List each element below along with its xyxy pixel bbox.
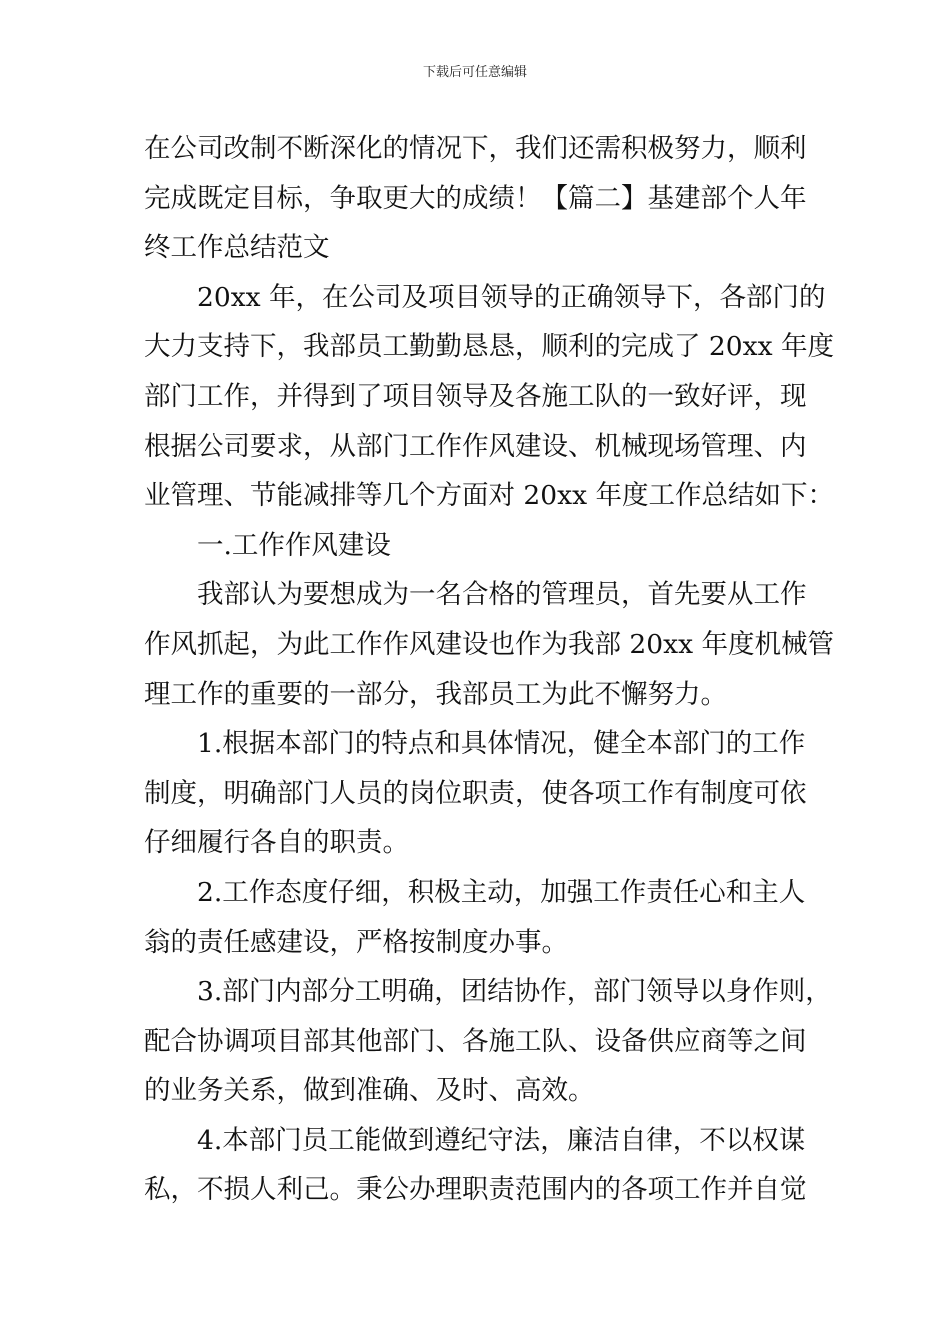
text-line: 私，不损人利己。秉公办理职责范围内的各项工作并自觉: [144, 1174, 807, 1206]
text-line: 3.部门内部分工明确，团结协作，部门领导以身作则，: [197, 976, 832, 1008]
text-line: 业管理、节能减排等几个方面对 20xx 年度工作总结如下：: [144, 480, 834, 512]
text-line: 20xx 年，在公司及项目领导的正确领导下，各部门的: [197, 281, 826, 313]
text-line: 一.工作作风建设: [197, 529, 391, 561]
text-line: 翁的责任感建设，严格按制度办事。: [144, 926, 568, 958]
text-line: 部门工作，并得到了项目领导及各施工队的一致好评，现: [144, 380, 807, 412]
text-line: 理工作的重要的一部分，我部员工为此不懈努力。: [144, 678, 727, 710]
text-line: 2.工作态度仔细，积极主动，加强工作责任心和主人: [197, 876, 806, 908]
text-line: 完成既定目标，争取更大的成绩！【篇二】基建部个人年: [144, 182, 807, 214]
text-line: 1.根据本部门的特点和具体情况，健全本部门的工作: [197, 728, 806, 760]
paragraph-1: [144, 124, 816, 273]
list-item-2: [144, 868, 816, 967]
text-line: 制度，明确部门人员的岗位职责，使各项工作有制度可依: [144, 777, 807, 809]
text-line: 作风抓起，为此工作作风建设也作为我部 20xx 年度机械管: [144, 628, 834, 660]
paragraph-3: [144, 570, 834, 719]
text-line: 大力支持下，我部员工勤勤恳恳，顺利的完成了 20xx 年度: [144, 331, 834, 363]
text-line: 4.本部门员工能做到遵纪守法，廉洁自律，不以权谋: [197, 1124, 806, 1156]
list-item-1: [144, 719, 816, 868]
page-header: 下载后可任意编辑: [422, 65, 527, 80]
text-line: 终工作总结范文: [144, 232, 330, 264]
list-item-4: [144, 1116, 816, 1215]
text-line: 仔细履行各自的职责。: [144, 827, 409, 859]
section-heading: [144, 521, 816, 571]
text-line: 在公司改制不断深化的情况下，我们还需积极努力，顺利: [144, 133, 807, 164]
text-line: 的业务关系，做到准确、及时、高效。: [144, 1075, 595, 1107]
text-line: 根据公司要求，从部门工作作风建设、机械现场管理、内: [144, 430, 807, 462]
text-line: 我部认为要想成为一名合格的管理员，首先要从工作: [197, 579, 807, 611]
paragraph-2: [144, 273, 834, 521]
list-item-3: [144, 967, 832, 1116]
document-body: [144, 124, 834, 1215]
text-line: 配合协调项目部其他部门、各施工队、设备供应商等之间: [144, 1025, 807, 1057]
